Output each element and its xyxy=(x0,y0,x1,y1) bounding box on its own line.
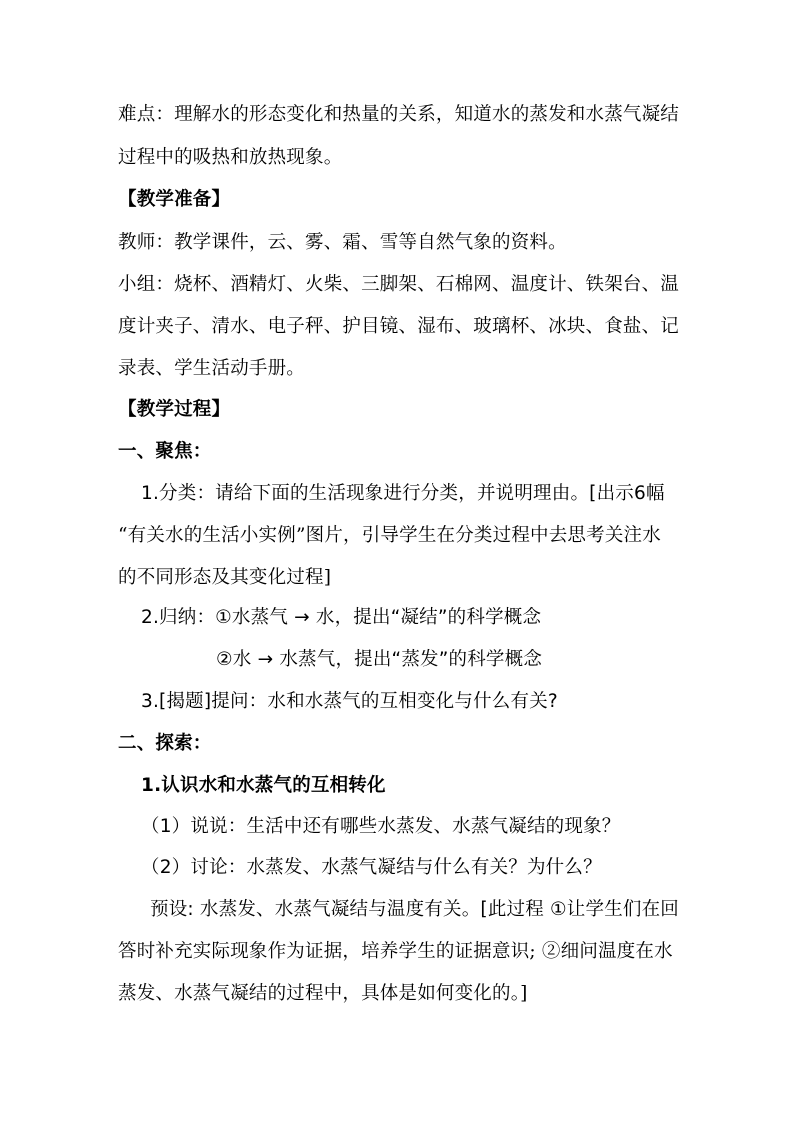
explore-heading: 二、探索： xyxy=(118,733,212,754)
preparation-group-line-2: 度计夹子、清水、电子秤、护目镜、湿布、玻璃杯、冰块、食盐、记 xyxy=(118,316,680,337)
preparation-heading: 【教学准备】 xyxy=(118,189,231,210)
preparation-group-line-3: 录表、学生活动手册。 xyxy=(118,358,306,379)
explore-sub-heading: 1.认识水和水蒸气的互相转化 xyxy=(141,775,386,796)
focus-heading: 一、聚焦： xyxy=(118,441,212,462)
difficulty-line-1: 难点：理解水的形态变化和热量的关系，知道水的蒸发和水蒸气凝结 xyxy=(118,104,680,125)
focus-item-1-line-2: “有关水的生活小实例”图片，引导学生在分类过程中去思考关注水 xyxy=(118,525,661,546)
explore-preset-line-2: 答时补充实际现象作为证据，培养学生的证据意识; ②细问温度在水 xyxy=(118,941,673,962)
process-heading: 【教学过程】 xyxy=(118,399,231,420)
focus-item-1-line-3: 的不同形态及其变化过程] xyxy=(118,567,332,588)
preparation-teacher: 教师：教学课件，云、雾、霜、雪等自然气象的资料。 xyxy=(118,232,567,253)
explore-preset-line-1: 预设: 水蒸发、水蒸气凝结与温度有关。[此过程 ①让学生们在回 xyxy=(150,899,679,920)
explore-question-2: （2）讨论：水蒸发、水蒸气凝结与什么有关？为什么？ xyxy=(141,857,602,878)
focus-item-3: 3.[揭题]提问：水和水蒸气的互相变化与什么有关? xyxy=(141,691,558,712)
focus-item-2-line-2: ②水 → 水蒸气，提出“蒸发”的科学概念 xyxy=(216,649,543,670)
preparation-group-line-1: 小组：烧杯、酒精灯、火柴、三脚架、石棉网、温度计、铁架台、温 xyxy=(118,274,680,295)
focus-item-1-line-1: 1.分类：请给下面的生活现象进行分类，并说明理由。[出示6幅 xyxy=(141,483,665,504)
explore-preset-line-3: 蒸发、水蒸气凝结的过程中，具体是如何变化的。] xyxy=(118,983,528,1004)
explore-question-1: （1）说说：生活中还有哪些水蒸发、水蒸气凝结的现象？ xyxy=(141,816,621,837)
difficulty-line-2: 过程中的吸热和放热现象。 xyxy=(118,147,343,168)
focus-item-2-line-1: 2.归纳：①水蒸气 → 水，提出“凝结”的科学概念 xyxy=(141,607,542,628)
